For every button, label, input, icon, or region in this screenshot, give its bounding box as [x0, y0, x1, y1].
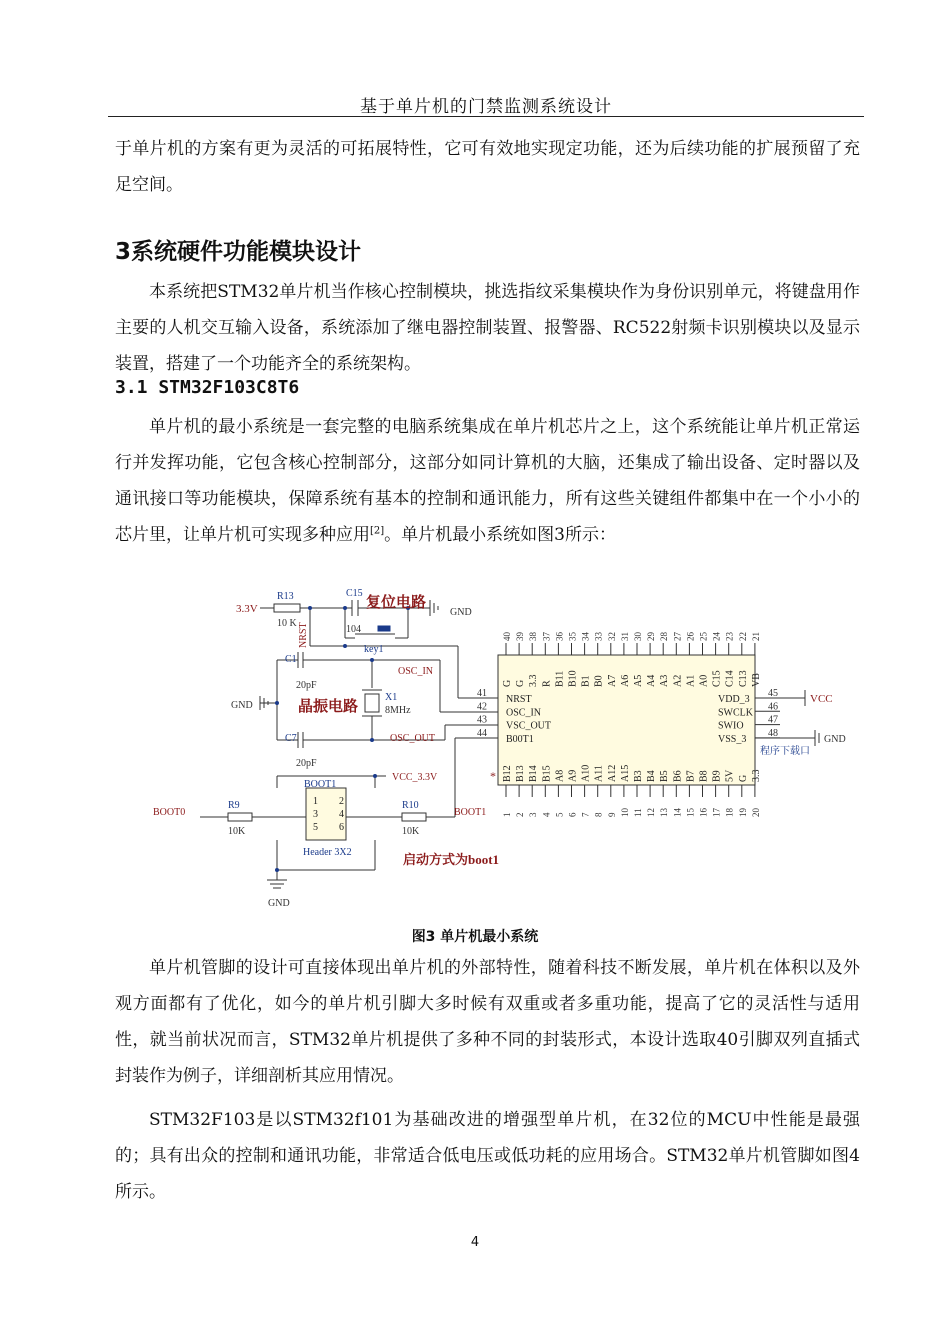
chip-bottom-pin-name: B9	[711, 770, 723, 782]
label-c7: C7	[285, 733, 297, 744]
chip-top-pin-name: C14	[724, 670, 736, 687]
chip-bottom-pin-number: 7	[580, 812, 591, 817]
chip-top-pin-name: A7	[606, 674, 618, 687]
chip-right-pin-number: 45	[768, 688, 778, 699]
chip-top-pin-number: 33	[593, 632, 604, 641]
label-x1: X1	[385, 692, 398, 703]
label-nrst-net: NRST	[298, 622, 309, 648]
label-boot0: BOOT0	[153, 807, 186, 818]
label-gnd-reset: GND	[450, 607, 472, 618]
chip-left-pin-name: VSC_OUT	[506, 720, 552, 732]
chip-bottom-pin-name: A9	[567, 769, 579, 782]
label-c15: C15	[346, 588, 363, 599]
chip-top-pin-number: 36	[554, 632, 565, 641]
chip-top-pin-number: 37	[541, 632, 552, 641]
chip-right-pin-name: VDD_3	[718, 694, 750, 705]
chip-bottom-pin-name: B13	[515, 765, 527, 782]
chip-left-pin-name: OSC_IN	[506, 707, 542, 719]
title-reset-circuit: 复位电路	[366, 595, 427, 611]
figure-caption: 图3 单片机最小系统	[411, 929, 539, 945]
chip-top-pin-name: B0	[593, 675, 605, 687]
chip-right-pin-name: SWCLK	[718, 707, 753, 719]
chip-bottom-pin-name: B6	[672, 770, 684, 782]
chip-bottom-pin-name: 3.3	[750, 769, 762, 782]
chip-top-pin-name: A2	[672, 674, 684, 687]
label-c1: C1	[285, 654, 297, 665]
header-pin-number: 1	[313, 796, 318, 807]
chip-left-pin-number: 42	[477, 701, 487, 713]
chip-bottom-pin-number: 6	[567, 812, 578, 817]
header-pin-number: 5	[313, 822, 318, 833]
chip-top-pin-name: A1	[685, 674, 697, 687]
chip-bottom-pin-name: A11	[593, 765, 605, 782]
chip-top-pin-name: B1	[580, 675, 592, 687]
label-r9: R9	[228, 800, 240, 811]
chip-bottom-pin-name: B7	[685, 770, 697, 782]
chip-top-pin-name: G	[515, 679, 527, 687]
label-boot1-header: BOOT1	[304, 779, 337, 790]
chip-top-pin-name: A6	[619, 674, 631, 687]
paragraph-stm32f103: STM32F103是以STM32f101为基础改进的增强型单片机，在32位的MCU中性能是最强的；具有出众的控制和通讯功能，非常适合低电压或低功耗的应用场合。STM32单片机管脚如图4所示。	[115, 1110, 860, 1202]
header-pin-number: 6	[339, 822, 344, 833]
chip-left-pin-number: 44	[477, 727, 487, 739]
chip-top-pin-name: R	[541, 680, 553, 687]
chip-top-pin-name: C13	[737, 670, 749, 687]
chip-left-pin-name: B00T1	[506, 733, 534, 745]
label-key1: key1	[364, 644, 384, 655]
chip-right-pin-number: 46	[768, 701, 778, 713]
chip-top-pin-number: 38	[528, 632, 539, 641]
chip-bottom-pin-number: 15	[685, 808, 696, 817]
section-heading: 3系统硬件功能模块设计	[115, 239, 362, 265]
label-r9-value: 10K	[228, 826, 246, 837]
chip-bottom-pin-number: 18	[724, 808, 735, 817]
label-x1-value: 8MHz	[385, 705, 411, 716]
chip-top-pin-number: 31	[619, 632, 630, 641]
chip-right-pin-number: 48	[768, 727, 778, 739]
label-header-name: Header 3X2	[303, 847, 352, 858]
label-osc-out: OSC_OUT	[390, 733, 436, 744]
header-pin-number: 2	[339, 796, 344, 807]
chip-top-pin-number: 32	[606, 632, 617, 641]
chip-top-pin-number: 27	[672, 632, 683, 641]
schematic-figure	[140, 580, 846, 915]
running-header: 基于单片机的门禁监测系统设计	[360, 97, 612, 117]
chip-top-pin-number: 25	[698, 632, 709, 641]
subsection-heading: 3.1 STM32F103C8T6	[115, 377, 300, 398]
chip-top-pin-number: 21	[750, 632, 761, 641]
paragraph-continued: 于单片机的方案有更为灵活的可拓展特性，它可有效地实现定功能，还为后续功能的扩展预留了充足空间。	[115, 139, 860, 195]
chip-bottom-pin-number: 4	[541, 812, 552, 817]
label-r10: R10	[402, 800, 419, 811]
chip-bottom-pin-number: 11	[633, 808, 643, 817]
chip-bottom-pin-number: 8	[593, 812, 604, 817]
chip-top-pin-name: A0	[698, 674, 710, 687]
chip-bottom-pin-number: 16	[698, 808, 709, 817]
label-pin1-marker: *	[490, 769, 496, 783]
chip-bottom-pin-name: A10	[580, 764, 592, 782]
chip-bottom-pin-name: A12	[606, 764, 618, 782]
chip-top-pin-number: 40	[502, 632, 512, 641]
chip-top-pin-number: 29	[646, 632, 657, 641]
chip-bottom-pin-number: 3	[528, 812, 539, 817]
chip-bottom-pin-name: B3	[633, 770, 644, 782]
chip-bottom-pin-name: A8	[554, 769, 566, 782]
chip-top-pin-name: G	[502, 679, 513, 687]
header-rule	[108, 116, 864, 117]
chip-top-pin-name: C15	[711, 670, 723, 687]
citation-ref: [2]	[370, 525, 385, 537]
chip-top-pin-number: 34	[580, 632, 591, 641]
chip-bottom-pin-name: B14	[528, 765, 540, 782]
paragraph-minimal-system	[115, 409, 860, 553]
chip-bottom-pin-number: 17	[711, 808, 722, 817]
chip-top-pin-number: 30	[633, 632, 643, 641]
chip-right-pin-name: SWIO	[718, 720, 744, 732]
title-crystal-circuit: 晶振电路	[298, 699, 359, 715]
header-pin-number: 3	[313, 809, 318, 820]
title-boot-mode: 启动方式为boot1	[403, 852, 500, 867]
chip-top-pin-number: 39	[515, 632, 526, 641]
chip-bottom-pin-name: 5V	[724, 769, 736, 782]
label-r13-value: 10 K	[277, 618, 297, 629]
chip-top-pin-number: 22	[737, 632, 748, 641]
label-c1-value: 20pF	[296, 680, 317, 691]
paragraph-system-overview: 本系统把STM32单片机当作核心控制模块，挑选指纹采集模块作为身份识别单元，将键盘用作主要的人机交互输入设备，系统添加了继电器控制装置、报警器、RC522射频卡识别模块以及显示装置，搭建了一个功能齐全的系统架构。	[115, 282, 860, 374]
label-osc-in: OSC_IN	[398, 666, 434, 677]
chip-top-pin-number: 35	[567, 632, 578, 641]
label-r10-value: 10K	[402, 826, 420, 837]
label-vcc: VCC	[810, 693, 833, 705]
label-gnd-boot: GND	[268, 898, 290, 909]
chip-left-pin-name: NRST	[506, 694, 532, 705]
chip-bottom-pin-number: 2	[515, 812, 526, 817]
paragraph-minimal-system-tail: 。单片机最小系统如图3所示：	[384, 525, 616, 545]
chip-top-pin-name: B11	[554, 670, 566, 687]
chip-top-pin-name: VB	[750, 673, 762, 687]
chip-bottom-pin-name: A15	[619, 764, 631, 782]
chip-top-pin-number: 28	[659, 632, 670, 641]
chip-top-pin-number: 23	[724, 632, 735, 641]
chip-top-pin-name: 3.3	[528, 674, 540, 687]
chip-bottom-pin-number: 5	[554, 812, 565, 817]
chip-bottom-pin-number: 1	[502, 812, 512, 817]
chip-right-pin-name: VSS_3	[718, 733, 747, 745]
chip-bottom-pin-number: 9	[606, 812, 617, 817]
chip-bottom-pin-name: B4	[646, 770, 658, 782]
chip-bottom-pin-name: B8	[698, 770, 710, 782]
chip-bottom-pin-number: 19	[737, 808, 748, 817]
label-gnd-prog: GND	[824, 734, 846, 745]
page-number: 4	[470, 1235, 480, 1250]
chip-bottom-pin-name: B5	[659, 770, 671, 782]
chip-left-pin-number: 43	[477, 714, 487, 726]
chip-left-pin-number: 41	[477, 688, 487, 699]
chip-bottom-pin-number: 20	[750, 808, 761, 817]
label-c15-value: 104	[346, 624, 361, 635]
chip-top-pin-number: 26	[685, 632, 696, 641]
chip-top-pin-name: A4	[646, 674, 658, 687]
chip-top-pin-name: B10	[567, 670, 579, 687]
chip-bottom-pin-number: 10	[619, 808, 630, 817]
chip-bottom-pin-number: 12	[646, 808, 657, 817]
label-c7-value: 20pF	[296, 758, 317, 769]
chip-top-pin-name: A5	[633, 674, 644, 687]
chip-bottom-pin-number: 14	[672, 808, 683, 817]
chip-bottom-pin-name: B15	[541, 765, 553, 782]
label-3v3: 3.3V	[236, 603, 258, 615]
paragraph-minimal-system-text: 单片机的最小系统是一套完整的电脑系统集成在单片机芯片之上，这个系统能让单片机正常运行并发挥功能，它包含核心控制部分，这部分如同计算机的大脑，还集成了输出设备、定时器以及通讯接口等功能模块，保障系统有基本的控制和通讯能力，所有这些关键组件都集中在一个小小的芯片里，让单片机可实现多种应用	[115, 417, 860, 545]
chip-top-pin-name: A3	[659, 674, 671, 687]
chip-bottom-pin-name: G	[737, 774, 749, 782]
label-program-port: 程序下载口	[760, 746, 810, 757]
chip-top-pin-number: 24	[711, 632, 722, 641]
label-boot1-net: BOOT1	[454, 807, 487, 818]
chip-bottom-pin-name: B12	[502, 765, 513, 782]
chip-bottom-pin-number: 13	[659, 808, 670, 817]
label-r13: R13	[277, 591, 294, 602]
chip-right-pin-number: 47	[768, 714, 778, 726]
label-gnd-crystal: GND	[231, 700, 253, 711]
label-vcc33: VCC_3.3V	[392, 772, 438, 783]
paragraph-pin-design: 单片机管脚的设计可直接体现出单片机的外部特性，随着科技不断发展，单片机在体积以及外观方面都有了优化，如今的单片机引脚大多时候有双重或者多重功能，提高了它的灵活性与适用性，就当前状况而言，STM32单片机提供了多种不同的封装形式，本设计选取40引脚双列直插式封装作为例子，详细剖析其应用情况。	[115, 958, 860, 1086]
header-pin-number: 4	[339, 809, 344, 820]
